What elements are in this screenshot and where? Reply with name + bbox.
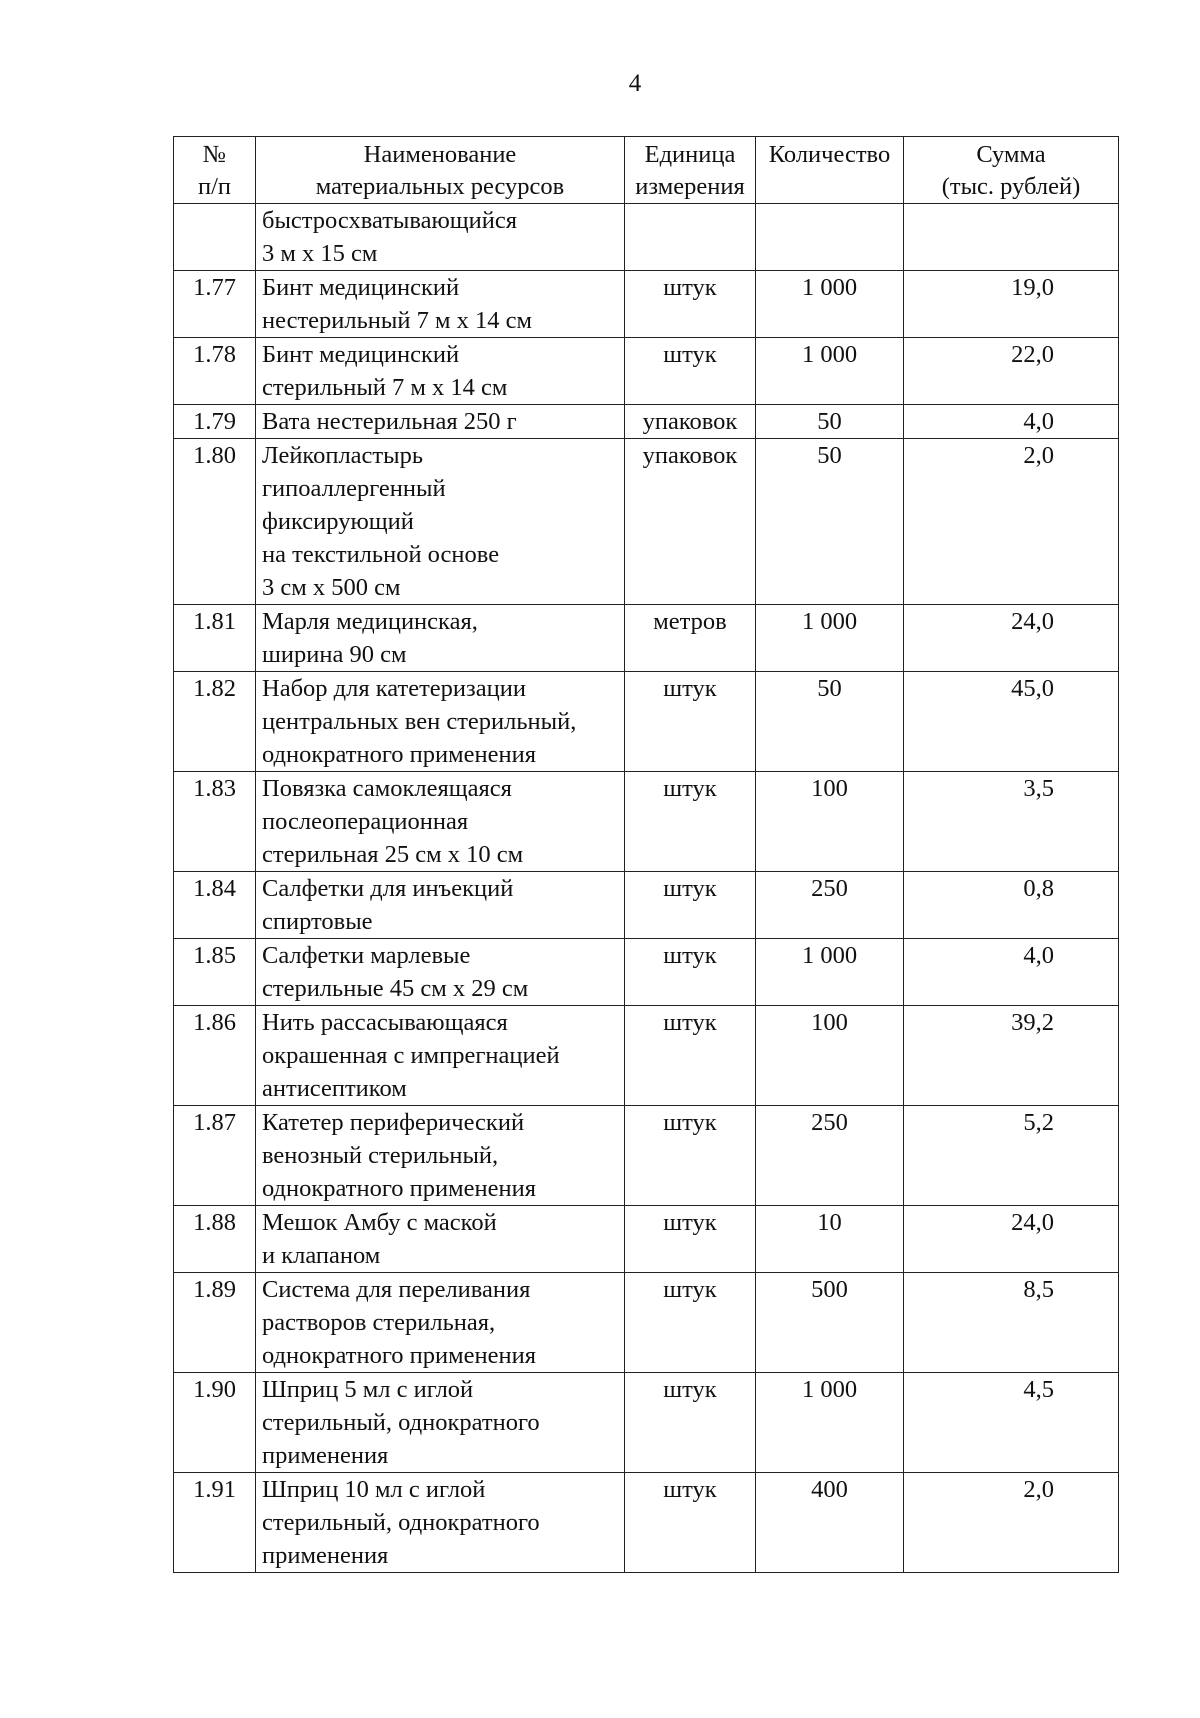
quantity: 250 bbox=[756, 872, 904, 939]
table-row bbox=[174, 605, 1119, 672]
header-name bbox=[256, 137, 625, 204]
resource-name-line: гипоаллергенный bbox=[262, 475, 446, 502]
resource-name bbox=[256, 204, 625, 271]
resource-name-line: спиртовые bbox=[262, 908, 373, 935]
resource-name-line: Система для переливания bbox=[262, 1276, 531, 1303]
row-number bbox=[174, 204, 256, 271]
unit-of-measure: метров bbox=[625, 605, 756, 672]
header-num bbox=[174, 137, 256, 204]
resource-name-line: стерильный 7 м х 14 см bbox=[262, 374, 508, 401]
resource-name-line: Бинт медицинский bbox=[262, 274, 460, 301]
page-number: 4 bbox=[628, 70, 642, 97]
resource-name-line: Набор для катетеризации bbox=[262, 675, 526, 702]
header-qty-line: Количество bbox=[768, 141, 891, 168]
unit-of-measure: штук bbox=[625, 672, 756, 772]
header-sum-line: Сумма bbox=[976, 141, 1046, 168]
resource-name-line: Нить рассасывающаяся bbox=[262, 1009, 508, 1036]
resource-name-line: однократного применения bbox=[262, 1175, 536, 1202]
resource-name-line: Марля медицинская, bbox=[262, 608, 478, 635]
resource-name-line: Салфетки для инъекций bbox=[262, 875, 514, 902]
resource-name bbox=[256, 939, 625, 1006]
sum-thousand-rubles: 3,5 bbox=[904, 772, 1119, 872]
resource-name bbox=[256, 605, 625, 672]
resource-name-line: центральных вен стерильный, bbox=[262, 708, 577, 735]
resource-name bbox=[256, 1373, 625, 1473]
resource-name bbox=[256, 672, 625, 772]
quantity: 1 000 bbox=[756, 605, 904, 672]
row-number: 1.90 bbox=[174, 1373, 256, 1473]
resource-name bbox=[256, 1473, 625, 1573]
unit-of-measure: штук bbox=[625, 271, 756, 338]
resource-name-line: быстросхватывающийся bbox=[262, 207, 518, 234]
table-row bbox=[174, 405, 1119, 439]
table-row bbox=[174, 672, 1119, 772]
resource-name-line: антисептиком bbox=[262, 1075, 407, 1102]
row-number: 1.85 bbox=[174, 939, 256, 1006]
unit-of-measure: упаковок bbox=[625, 439, 756, 605]
quantity: 1 000 bbox=[756, 1373, 904, 1473]
resource-name-line: стерильные 45 см х 29 см bbox=[262, 975, 529, 1002]
resource-name-line: применения bbox=[262, 1542, 389, 1569]
row-number: 1.88 bbox=[174, 1206, 256, 1273]
unit-of-measure: штук bbox=[625, 1473, 756, 1573]
row-number: 1.84 bbox=[174, 872, 256, 939]
resource-name-line: фиксирующий bbox=[262, 508, 414, 535]
table-row bbox=[174, 772, 1119, 872]
table-row bbox=[174, 1106, 1119, 1206]
sum-thousand-rubles: 2,0 bbox=[904, 1473, 1119, 1573]
resource-name bbox=[256, 405, 625, 439]
resources-table bbox=[173, 136, 1119, 1573]
resource-name bbox=[256, 1273, 625, 1373]
quantity: 100 bbox=[756, 772, 904, 872]
sum-thousand-rubles: 5,2 bbox=[904, 1106, 1119, 1206]
resource-name-line: стерильная 25 см х 10 см bbox=[262, 841, 524, 868]
header-name-line: Наименование bbox=[363, 141, 517, 168]
table-row bbox=[174, 271, 1119, 338]
resource-name-line: растворов стерильная, bbox=[262, 1309, 496, 1336]
resource-name-line: послеоперационная bbox=[262, 808, 469, 835]
sum-thousand-rubles: 4,5 bbox=[904, 1373, 1119, 1473]
resource-name-line: однократного применения bbox=[262, 1342, 536, 1369]
table-row bbox=[174, 939, 1119, 1006]
quantity: 1 000 bbox=[756, 939, 904, 1006]
quantity: 400 bbox=[756, 1473, 904, 1573]
unit-of-measure: штук bbox=[625, 1273, 756, 1373]
header-unit-line: Единица bbox=[644, 141, 736, 168]
resource-name-line: и клапаном bbox=[262, 1242, 381, 1269]
resource-name-line: Катетер периферический bbox=[262, 1109, 525, 1136]
quantity: 50 bbox=[756, 439, 904, 605]
sum-thousand-rubles: 22,0 bbox=[904, 338, 1119, 405]
resource-name-line: стерильный, однократного bbox=[262, 1509, 540, 1536]
resource-name bbox=[256, 439, 625, 605]
resource-name-line: 3 м х 15 см bbox=[262, 240, 378, 267]
table-row bbox=[174, 1473, 1119, 1573]
table-row bbox=[174, 1273, 1119, 1373]
header-unit-line: измерения bbox=[635, 173, 745, 200]
sum-thousand-rubles: 0,8 bbox=[904, 872, 1119, 939]
resource-name bbox=[256, 772, 625, 872]
quantity: 500 bbox=[756, 1273, 904, 1373]
row-number: 1.80 bbox=[174, 439, 256, 605]
quantity: 50 bbox=[756, 405, 904, 439]
unit-of-measure: штук bbox=[625, 1206, 756, 1273]
sum-thousand-rubles: 24,0 bbox=[904, 1206, 1119, 1273]
unit-of-measure: штук bbox=[625, 939, 756, 1006]
quantity: 100 bbox=[756, 1006, 904, 1106]
header-sum bbox=[904, 137, 1119, 204]
row-number: 1.77 bbox=[174, 271, 256, 338]
table-row bbox=[174, 439, 1119, 605]
row-number: 1.81 bbox=[174, 605, 256, 672]
row-number: 1.86 bbox=[174, 1006, 256, 1106]
table-row bbox=[174, 338, 1119, 405]
unit-of-measure: штук bbox=[625, 772, 756, 872]
sum-thousand-rubles: 24,0 bbox=[904, 605, 1119, 672]
unit-of-measure: упаковок bbox=[625, 405, 756, 439]
resource-name bbox=[256, 1106, 625, 1206]
quantity: 1 000 bbox=[756, 338, 904, 405]
resource-name-line: ширина 90 см bbox=[262, 641, 407, 668]
header-num-line: п/п bbox=[197, 173, 232, 200]
unit-of-measure: штук bbox=[625, 1006, 756, 1106]
sum-thousand-rubles: 39,2 bbox=[904, 1006, 1119, 1106]
resource-name-line: Вата нестерильная 250 г bbox=[262, 408, 517, 435]
sum-thousand-rubles: 4,0 bbox=[904, 939, 1119, 1006]
unit-of-measure: штук bbox=[625, 1106, 756, 1206]
resource-name-line: Повязка самоклеящаяся bbox=[262, 775, 512, 802]
resource-name-line: венозный стерильный, bbox=[262, 1142, 499, 1169]
table-row bbox=[174, 1006, 1119, 1106]
resource-name bbox=[256, 1006, 625, 1106]
quantity: 1 000 bbox=[756, 271, 904, 338]
row-number: 1.83 bbox=[174, 772, 256, 872]
unit-of-measure: штук bbox=[625, 1373, 756, 1473]
sum-thousand-rubles: 2,0 bbox=[904, 439, 1119, 605]
resource-name-line: окрашенная с импрегнацией bbox=[262, 1042, 560, 1069]
header-row bbox=[174, 137, 1119, 204]
sum-thousand-rubles bbox=[904, 204, 1119, 271]
table-header bbox=[174, 137, 1119, 204]
header-sum-line: (тыс. рублей) bbox=[941, 173, 1081, 200]
quantity: 250 bbox=[756, 1106, 904, 1206]
quantity bbox=[756, 204, 904, 271]
sum-thousand-rubles: 45,0 bbox=[904, 672, 1119, 772]
row-number: 1.82 bbox=[174, 672, 256, 772]
unit-of-measure: штук bbox=[625, 872, 756, 939]
resource-name bbox=[256, 872, 625, 939]
resource-name-line: 3 см х 500 см bbox=[262, 574, 401, 601]
table-row bbox=[174, 872, 1119, 939]
quantity: 50 bbox=[756, 672, 904, 772]
table-body bbox=[174, 204, 1119, 1573]
quantity: 10 bbox=[756, 1206, 904, 1273]
resource-name-line: Лейкопластырь bbox=[262, 442, 424, 469]
resource-name bbox=[256, 271, 625, 338]
resource-name-line: Шприц 5 мл с иглой bbox=[262, 1376, 474, 1403]
resource-name bbox=[256, 1206, 625, 1273]
header-name-line: материальных ресурсов bbox=[315, 173, 565, 200]
header-qty bbox=[756, 137, 904, 204]
resource-name-line: Салфетки марлевые bbox=[262, 942, 471, 969]
resource-name-line: Мешок Амбу с маской bbox=[262, 1209, 497, 1236]
sum-thousand-rubles: 19,0 bbox=[904, 271, 1119, 338]
row-number: 1.87 bbox=[174, 1106, 256, 1206]
table-row bbox=[174, 1206, 1119, 1273]
unit-of-measure: штук bbox=[625, 338, 756, 405]
resource-name-line: на текстильной основе bbox=[262, 541, 500, 568]
resource-name-line: нестерильный 7 м х 14 см bbox=[262, 307, 533, 334]
unit-of-measure bbox=[625, 204, 756, 271]
sum-thousand-rubles: 4,0 bbox=[904, 405, 1119, 439]
sum-thousand-rubles: 8,5 bbox=[904, 1273, 1119, 1373]
resource-name-line: Шприц 10 мл с иглой bbox=[262, 1476, 486, 1503]
resource-name bbox=[256, 338, 625, 405]
header-num-line: № bbox=[202, 141, 227, 168]
table-row bbox=[174, 204, 1119, 271]
resource-name-line: однократного применения bbox=[262, 741, 536, 768]
table-row bbox=[174, 1373, 1119, 1473]
row-number: 1.79 bbox=[174, 405, 256, 439]
resource-name-line: Бинт медицинский bbox=[262, 341, 460, 368]
row-number: 1.91 bbox=[174, 1473, 256, 1573]
header-unit bbox=[625, 137, 756, 204]
row-number: 1.78 bbox=[174, 338, 256, 405]
row-number: 1.89 bbox=[174, 1273, 256, 1373]
resource-name-line: стерильный, однократного bbox=[262, 1409, 540, 1436]
resource-name-line: применения bbox=[262, 1442, 389, 1469]
